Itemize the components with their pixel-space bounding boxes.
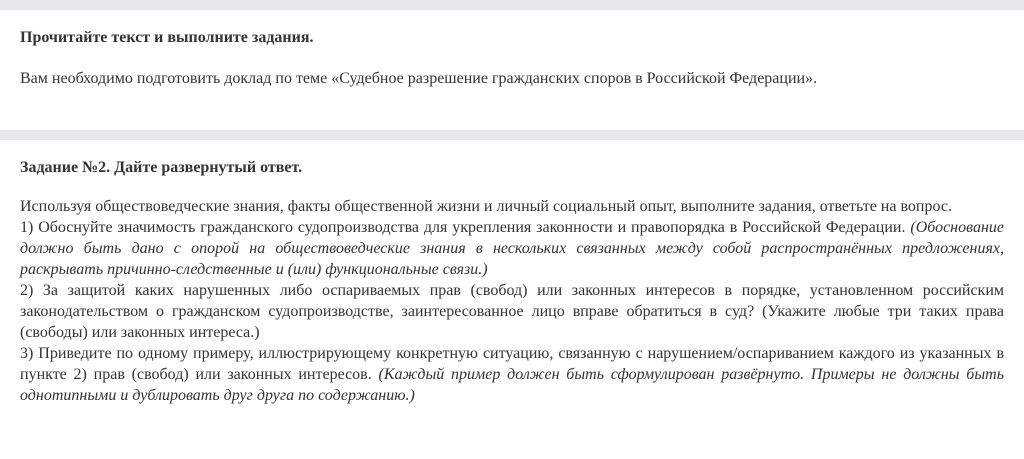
- task-card: [0, 140, 1024, 459]
- section-heading: Прочитайте текст и выполните задания.: [20, 29, 314, 46]
- task-item-1-text: 1) Обоснуйте значимость гражданского судопроизводства для укрепления законности и правопорядка в Российской Федерации.: [20, 219, 911, 236]
- text-card: [0, 10, 1024, 130]
- task-item-3: [20, 343, 1004, 406]
- section-divider: [0, 130, 1024, 140]
- source-text: Вам необходимо подготовить доклад по теме «Судебное разрешение гражданских споров в Российской Федерации».: [20, 70, 818, 87]
- task-heading: Задание №2. Дайте развернутый ответ.: [20, 159, 303, 176]
- task-item-1-hint: (Обоснование должно быть дано с опорой на обществоведческие знания в нескольких связанных между собой распространённых предложениях, раскрывать причинно-следственные и (или) функциональные связи.): [20, 219, 1004, 278]
- task-item-3-hint: (Каждый пример должен быть сформулирован развёрнуто. Примеры не должны быть однотипными и дублировать друг друга по содержанию.): [20, 366, 1005, 404]
- task-item-2: 2) За защитой каких нарушенных либо оспариваемых прав (свобод) или законных интересов в порядке, установленном российским законодательством о гражданском судопроизводстве, заинтересованное лицо вправе обратиться в суд? (Укажите любые три таких права (свободы) или законных интереса.): [20, 282, 1004, 341]
- top-divider: [0, 0, 1024, 10]
- task-instructions: Используя обществоведческие знания, факты общественной жизни и личный социальный опыт, выполните задания, ответьте на вопрос.: [20, 198, 952, 215]
- task-item-3-text: 3) Приведите по одному примеру, иллюстрирующему конкретную ситуацию, связанную с нарушением/оспариванием каждого из указанных в пункте 2) прав (свобод) или законных интересов.: [20, 345, 1004, 383]
- task-item-1: [20, 217, 1004, 280]
